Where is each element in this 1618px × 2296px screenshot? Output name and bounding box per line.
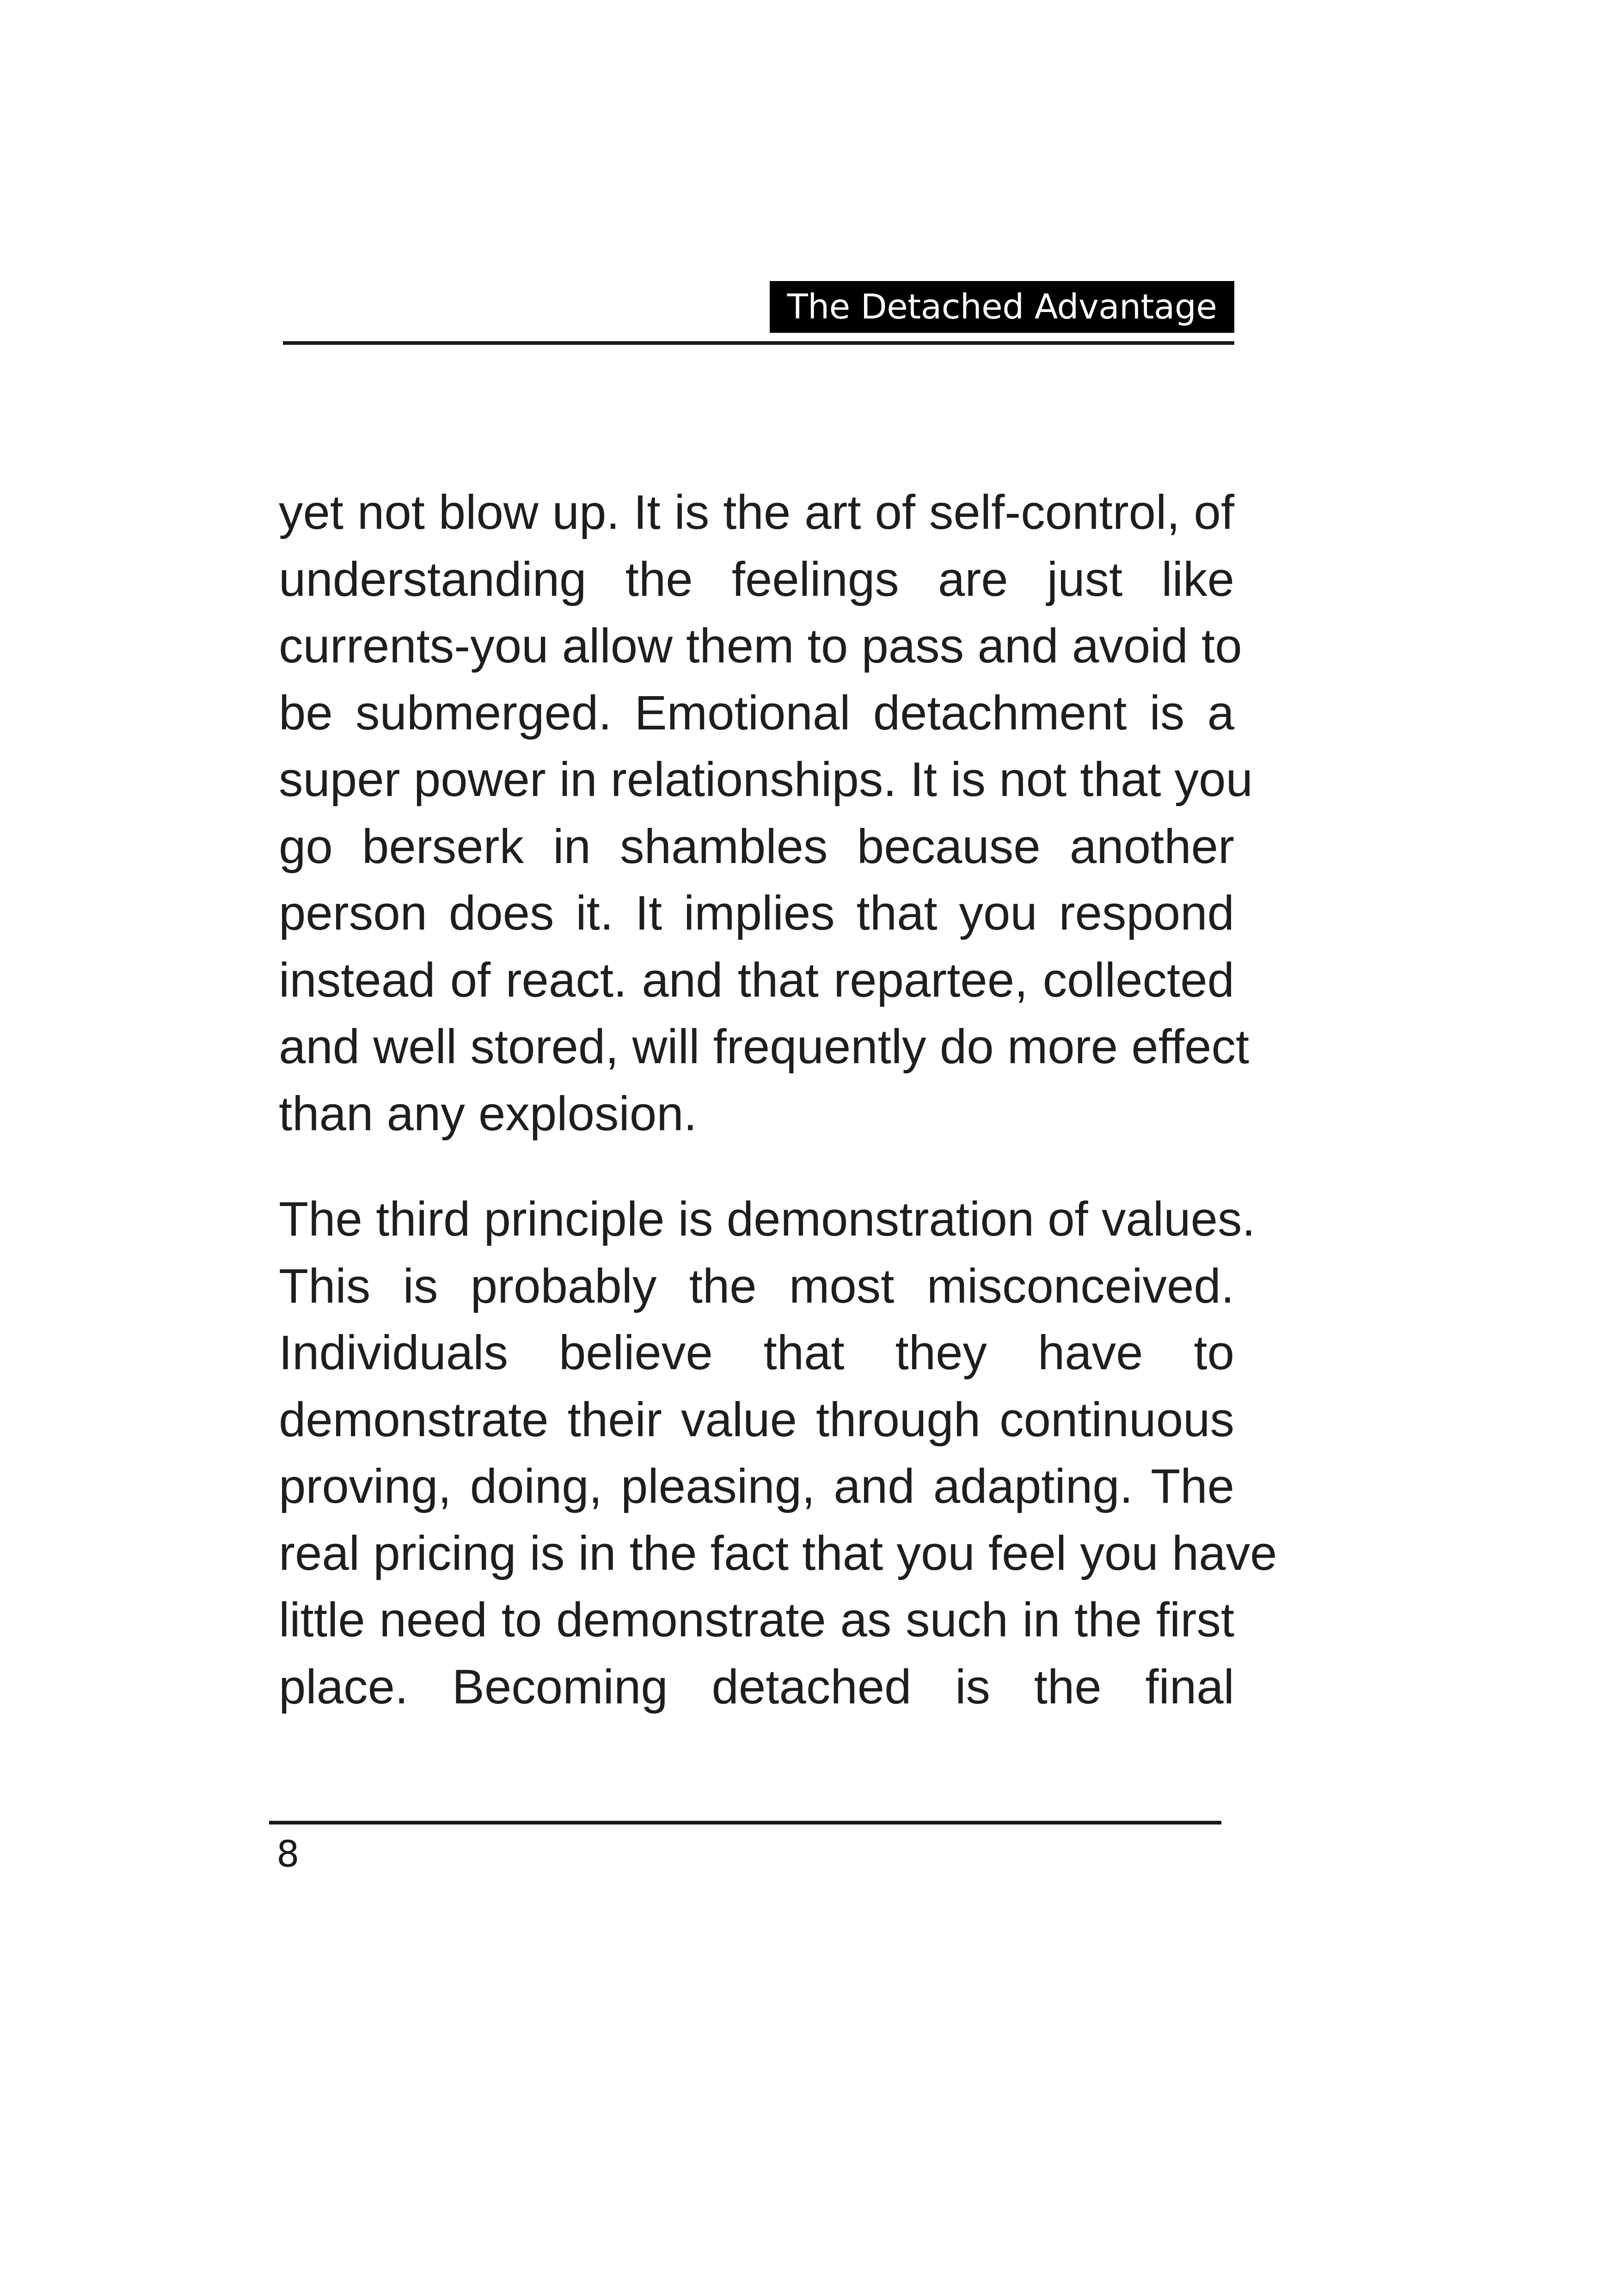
text-line: than any explosion. [279, 1086, 697, 1141]
text-line: and well stored, will frequently do more effect [279, 1020, 1250, 1074]
text-line: place. Becoming detached is the final [279, 1659, 1234, 1714]
text-line: proving, doing, pleasing, and adapting. The [279, 1459, 1234, 1513]
text-line: instead of react. and that repartee, collected [279, 953, 1234, 1007]
page-number: 8 [276, 1834, 300, 1875]
header-divider [283, 341, 1234, 345]
text-line: person does it. It implies that you respond [279, 886, 1234, 940]
footer-divider [269, 1821, 1221, 1825]
paragraph-2 [279, 1186, 1277, 1720]
text-line: demonstrate their value through continuous [279, 1392, 1234, 1447]
text-line: yet not blow up. It is the art of self-control, of [279, 485, 1234, 539]
text-line: super power in relationships. It is not that you [279, 753, 1253, 807]
text-line: The third principle is demonstration of values. [279, 1192, 1256, 1246]
text-line: currents-you allow them to pass and avoid to [279, 619, 1242, 673]
text-line: be submerged. Emotional detachment is a [279, 686, 1234, 740]
paragraph-1 [279, 479, 1253, 1147]
text-line: real pricing is in the fact that you feel you have [279, 1526, 1277, 1580]
text-line: This is probably the most misconceived. [279, 1259, 1234, 1313]
text-line: little need to demonstrate as such in the first [279, 1593, 1234, 1647]
text-line: go berserk in shambles because another [279, 819, 1234, 874]
text-line: Individuals believe that they have to [279, 1326, 1234, 1380]
running-header-title: The Detached Advantage [770, 281, 1234, 333]
text-line: understanding the feelings are just like [279, 552, 1234, 606]
